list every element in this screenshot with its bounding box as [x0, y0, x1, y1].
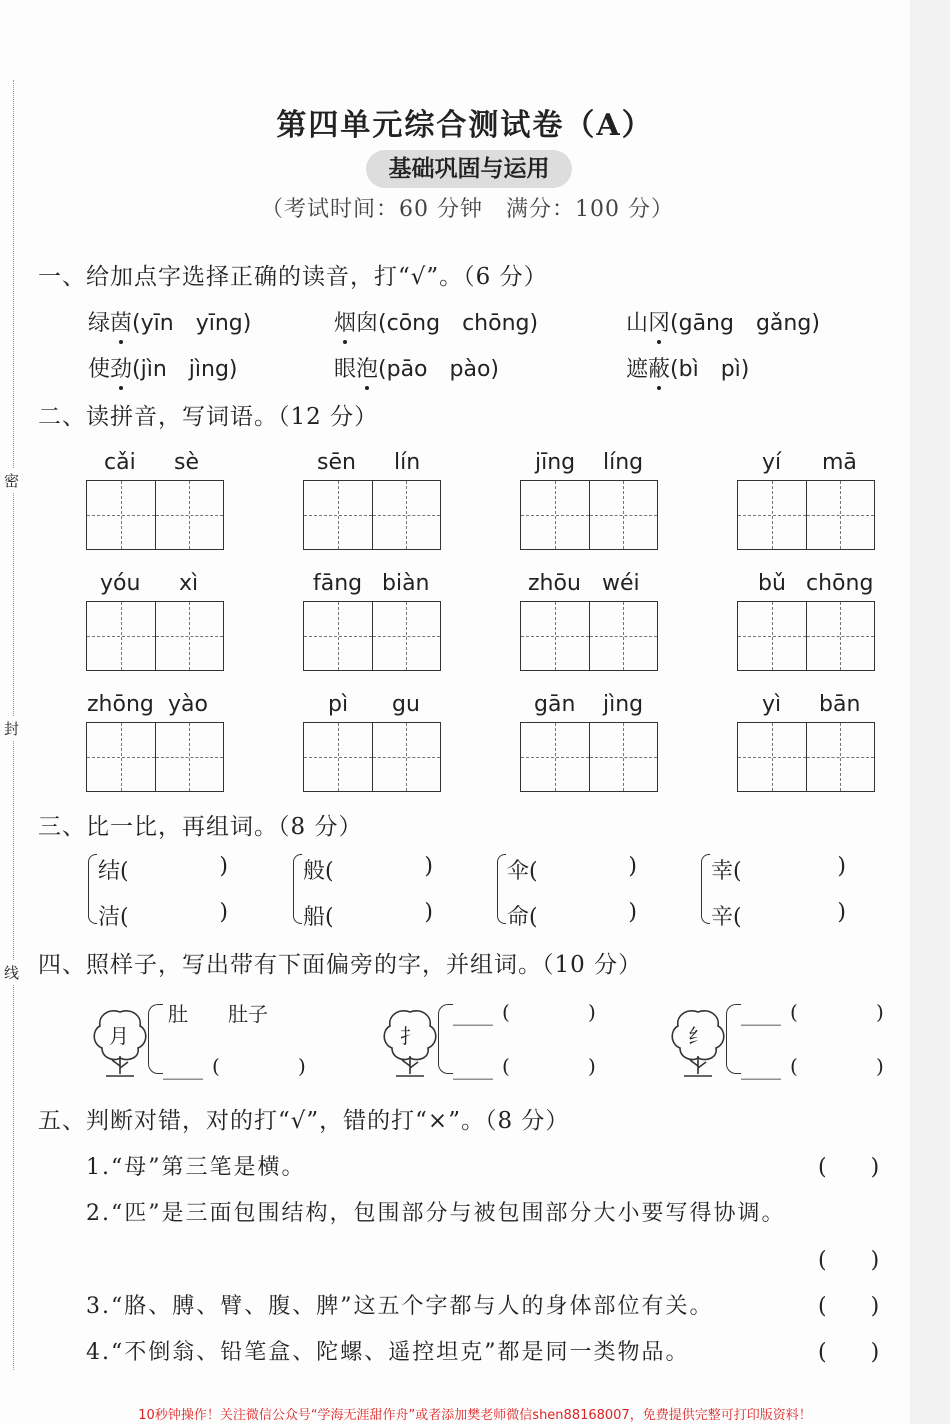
pinyin-syllable: lín [394, 450, 421, 475]
pinyin-syllable: yì [762, 692, 782, 717]
judge-item-3: 3.“胳、膊、臂、腹、脾”这五个字都与人的身体部位有关。 [86, 1294, 714, 1319]
answer-blank[interactable]: ＿＿ [453, 1004, 493, 1028]
section-2-heading: 二、读拼音，写词语。（12 分） [38, 404, 379, 430]
side-mark-feng: 封 [4, 716, 19, 741]
brace [438, 1004, 453, 1074]
pinyin-syllable: bān [819, 692, 861, 717]
section-1-heading: 一、给加点字选择正确的读音，打“√”。（6 分） [38, 264, 548, 290]
close-paren: ) [588, 1000, 596, 1024]
answer-paren[interactable]: ( ) [818, 1340, 880, 1365]
pinyin-syllable: yào [168, 692, 208, 717]
open-paren: ( [790, 1000, 798, 1024]
writing-grid[interactable] [303, 480, 441, 550]
compare-pair-2: 般( ) 船( ) [293, 852, 463, 922]
close-paren: ) [298, 1054, 306, 1078]
open-paren: ( [502, 1000, 510, 1024]
writing-grid[interactable] [737, 601, 875, 671]
section-4-heading: 四、照样子，写出带有下面偏旁的字，并组词。（10 分） [38, 952, 643, 978]
writing-grid[interactable] [303, 722, 441, 792]
s1-word-4: 使劲(jìn jìng) [88, 357, 238, 382]
radical-label: 月 [109, 1024, 129, 1048]
open-paren: ( [502, 1054, 510, 1078]
pinyin-syllable: gu [392, 692, 420, 717]
pinyin-syllable: gān [534, 692, 576, 717]
side-mark-xian: 线 [4, 960, 19, 985]
pinyin-syllable: sè [174, 450, 199, 475]
pinyin-syllable: wéi [602, 571, 640, 596]
writing-grid[interactable] [86, 601, 224, 671]
judge-item-2: 2.“匹”是三面包围结构，包围部分与被包围部分大小要写得协调。 [86, 1201, 786, 1226]
writing-grid[interactable] [520, 480, 658, 550]
pinyin-syllable: cǎi [104, 450, 136, 475]
answer-blank[interactable]: ＿＿ [741, 1058, 781, 1082]
pinyin-syllable: biàn [382, 571, 430, 596]
brace [726, 1004, 741, 1074]
pinyin-syllable: sēn [317, 450, 356, 475]
pinyin-syllable: yí [762, 450, 782, 475]
brace [148, 1004, 163, 1074]
pinyin-syllable: líng [603, 450, 644, 475]
pinyin-syllable: jìng [603, 692, 644, 717]
answer-paren[interactable]: ( ) [818, 1155, 880, 1180]
compare-pair-3: 伞( ) 命( ) [497, 852, 667, 922]
section-3-heading: 三、比一比，再组词。（8 分） [38, 814, 363, 840]
s1-word-1: 绿茵(yīn yīng) [88, 311, 252, 336]
close-paren: ) [876, 1054, 884, 1078]
pinyin-syllable: fāng [313, 571, 363, 596]
exam-info: （考试时间：60 分钟 满分：100 分） [261, 197, 674, 222]
compare-pair-4: 幸( ) 辛( ) [701, 852, 871, 922]
writing-grid[interactable] [86, 480, 224, 550]
answer-paren[interactable]: ( ) [818, 1294, 880, 1319]
radical-label: 扌 [400, 1024, 420, 1048]
judge-item-1: 1.“母”第三笔是横。 [86, 1155, 306, 1180]
writing-grid[interactable] [737, 722, 875, 792]
s1-word-6: 遮蔽(bì pì) [626, 357, 750, 382]
compare-pair-1: 结( ) 洁( ) [88, 852, 258, 922]
open-paren: ( [212, 1054, 220, 1078]
answer-blank[interactable]: ＿＿ [163, 1058, 203, 1082]
writing-grid[interactable] [86, 722, 224, 792]
pinyin-syllable: xì [179, 571, 199, 596]
example-word: 肚子 [228, 1002, 268, 1026]
pinyin-syllable: mā [822, 450, 857, 475]
radical-label: 纟 [688, 1024, 708, 1048]
s1-word-2: 烟囱(cōng chōng) [334, 311, 539, 336]
answer-paren[interactable]: ( ) [818, 1248, 880, 1273]
pinyin-syllable: pì [328, 692, 349, 717]
close-paren: ) [876, 1000, 884, 1024]
writing-grid[interactable] [737, 480, 875, 550]
writing-grid[interactable] [303, 601, 441, 671]
example-char: 肚 [168, 1002, 188, 1026]
close-paren: ) [588, 1054, 596, 1078]
pinyin-syllable: yóu [100, 571, 141, 596]
s1-word-3: 山冈(gāng gǎng) [626, 311, 820, 336]
writing-grid[interactable] [520, 722, 658, 792]
pinyin-syllable: zhōng [87, 692, 154, 717]
subtitle-badge: 基础巩固与运用 [366, 150, 572, 188]
pinyin-syllable: zhōu [528, 571, 581, 596]
judge-item-4: 4.“不倒翁、铅笔盒、陀螺、遥控坦克”都是同一类物品。 [86, 1340, 690, 1365]
pinyin-syllable: chōng [806, 571, 874, 596]
section-5-heading: 五、判断对错，对的打“√”，错的打“×”。（8 分） [38, 1108, 570, 1134]
answer-blank[interactable]: ＿＿ [453, 1058, 493, 1082]
pinyin-syllable: bǔ [758, 571, 786, 596]
answer-blank[interactable]: ＿＿ [741, 1004, 781, 1028]
writing-grid[interactable] [520, 601, 658, 671]
s1-word-5: 眼泡(pāo pào) [334, 357, 500, 382]
open-paren: ( [790, 1054, 798, 1078]
pinyin-syllable: jīng [535, 450, 576, 475]
side-mark-mi: 密 [4, 468, 19, 493]
page-title: 第四单元综合测试卷（A） [276, 108, 654, 143]
footer-notice: 10秒钟操作！关注微信公众号“学海无涯甜作舟”或者添加樊老师微信shen88168007，免费提供完整可打印版资料！ [138, 1408, 812, 1423]
